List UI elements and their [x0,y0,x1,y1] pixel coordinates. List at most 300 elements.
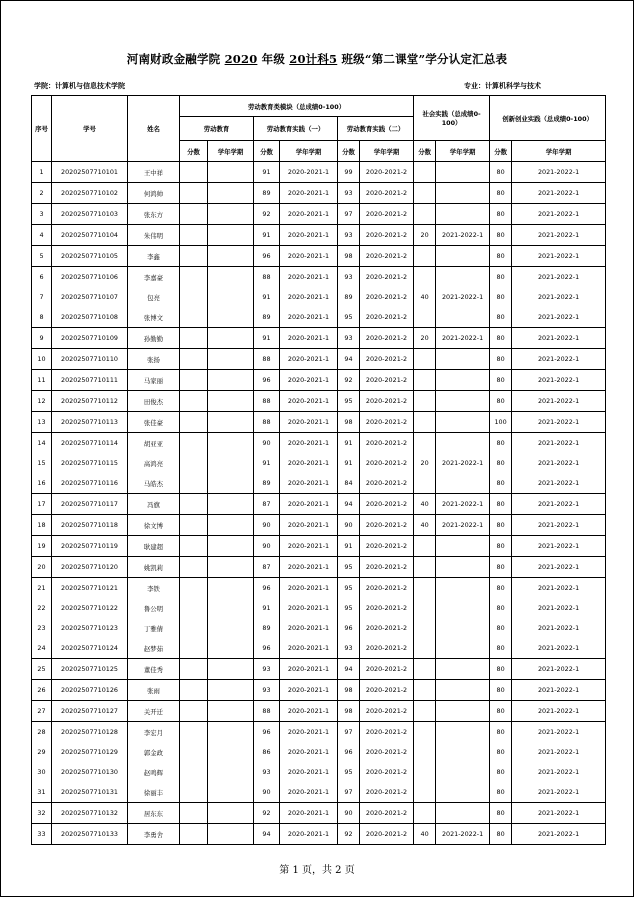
cell-les [180,515,208,536]
cell-name: 赵鸣辉 [128,762,180,782]
cell-seq: 9 [32,328,52,349]
cell-p2t: 2020-2021-2 [360,782,414,803]
cell-p2s: 95 [338,307,360,328]
cell-it: 2021-2022-1 [512,782,606,803]
table-row [32,162,606,183]
cell-les [180,183,208,204]
header-labor-p2: 劳动教育实践（二） [338,117,414,141]
cell-p2s: 94 [338,494,360,515]
cell-it: 2021-2022-1 [512,433,606,454]
cell-p1t: 2020-2021-1 [280,638,338,659]
cell-p2t: 2020-2021-2 [360,183,414,204]
cell-p1s: 90 [254,433,280,454]
cell-st: 2021-2022-1 [436,515,490,536]
cell-p1t: 2020-2021-1 [280,453,338,473]
cell-it: 2021-2022-1 [512,824,606,845]
cell-it: 2021-2022-1 [512,246,606,267]
cell-st [436,246,490,267]
cell-let [208,638,254,659]
cell-id: 20202507710112 [52,391,128,412]
cell-p1s: 86 [254,742,280,762]
cell-is: 80 [490,742,512,762]
cell-seq: 20 [32,557,52,578]
cell-name: 何鸿帅 [128,183,180,204]
page-footer: 第 1 页，共 2 页 [279,865,355,876]
cell-is: 80 [490,659,512,680]
cell-p1t: 2020-2021-1 [280,762,338,782]
class-value: 20计科5 [289,52,338,66]
cell-p1t: 2020-2021-1 [280,287,338,307]
cell-it: 2021-2022-1 [512,762,606,782]
cell-st [436,618,490,638]
cell-ss [414,701,436,722]
cell-p2t: 2020-2021-2 [360,557,414,578]
cell-p2s: 92 [338,824,360,845]
cell-p1t: 2020-2021-1 [280,494,338,515]
cell-it: 2021-2022-1 [512,742,606,762]
cell-let [208,536,254,557]
cell-let [208,183,254,204]
cell-st: 2021-2022-1 [436,225,490,246]
table-row [32,412,606,433]
cell-p2t: 2020-2021-2 [360,328,414,349]
cell-p2t: 2020-2021-2 [360,578,414,599]
grade-label: 年级 [261,52,286,66]
cell-seq: 11 [32,370,52,391]
credit-table [31,95,606,845]
cell-seq: 8 [32,307,52,328]
cell-id: 20202507710125 [52,659,128,680]
table-row [32,701,606,722]
cell-les [180,618,208,638]
cell-is: 80 [490,494,512,515]
cell-let [208,701,254,722]
cell-p1t: 2020-2021-1 [280,307,338,328]
table-row [32,722,606,743]
cell-is: 80 [490,598,512,618]
cell-ss: 40 [414,824,436,845]
cell-seq: 4 [32,225,52,246]
cell-it: 2021-2022-1 [512,225,606,246]
cell-p2s: 89 [338,287,360,307]
cell-name: 胡亚亚 [128,433,180,454]
cell-is: 80 [490,824,512,845]
header-term: 学年学期 [360,141,414,162]
cell-p1t: 2020-2021-1 [280,659,338,680]
cell-p1t: 2020-2021-1 [280,824,338,845]
cell-id: 20202507710111 [52,370,128,391]
cell-id: 20202507710120 [52,557,128,578]
cell-name: 王中祥 [128,162,180,183]
cell-let [208,225,254,246]
cell-p2s: 98 [338,246,360,267]
cell-let [208,742,254,762]
cell-p1s: 91 [254,287,280,307]
table-row [32,515,606,536]
cell-id: 20202507710109 [52,328,128,349]
cell-id: 20202507710122 [52,598,128,618]
cell-st [436,762,490,782]
cell-let [208,162,254,183]
cell-les [180,225,208,246]
cell-seq: 33 [32,824,52,845]
cell-p2s: 91 [338,433,360,454]
cell-name: 孙勤勤 [128,328,180,349]
header-score: 分数 [338,141,360,162]
cell-p2s: 98 [338,680,360,701]
cell-let [208,204,254,225]
cell-name: 徐丽丰 [128,782,180,803]
cell-it: 2021-2022-1 [512,370,606,391]
cell-is: 80 [490,680,512,701]
cell-name: 徐文博 [128,515,180,536]
cell-p1s: 91 [254,598,280,618]
cell-is: 80 [490,328,512,349]
table-row [32,742,606,762]
cell-st [436,204,490,225]
cell-les [180,803,208,824]
cell-name: 董佳秀 [128,659,180,680]
cell-name: 郭金政 [128,742,180,762]
cell-st [436,659,490,680]
cell-let [208,246,254,267]
table-row [32,598,606,618]
cell-st [436,782,490,803]
cell-seq: 29 [32,742,52,762]
cell-p2s: 93 [338,225,360,246]
table-row [32,638,606,659]
cell-st [436,412,490,433]
cell-st [436,598,490,618]
cell-id: 20202507710106 [52,267,128,288]
cell-seq: 28 [32,722,52,743]
cell-p1t: 2020-2021-1 [280,515,338,536]
cell-is: 80 [490,618,512,638]
cell-p1s: 96 [254,638,280,659]
cell-les [180,204,208,225]
cell-ss: 40 [414,515,436,536]
cell-p2t: 2020-2021-2 [360,287,414,307]
header-labor-edu: 劳动教育 [180,117,254,141]
cell-seq: 13 [32,412,52,433]
cell-seq: 21 [32,578,52,599]
cell-seq: 12 [32,391,52,412]
cell-les [180,473,208,494]
cell-name: 关开迁 [128,701,180,722]
cell-id: 20202507710119 [52,536,128,557]
cell-st [436,722,490,743]
cell-p1t: 2020-2021-1 [280,433,338,454]
cell-name: 李勇舍 [128,824,180,845]
cell-p2s: 97 [338,204,360,225]
cell-it: 2021-2022-1 [512,701,606,722]
cell-st [436,536,490,557]
cell-ss [414,246,436,267]
cell-ss: 40 [414,287,436,307]
cell-p1t: 2020-2021-1 [280,391,338,412]
cell-les [180,557,208,578]
cell-p1s: 93 [254,680,280,701]
cell-let [208,578,254,599]
cell-p1s: 91 [254,453,280,473]
cell-is: 80 [490,267,512,288]
cell-p1s: 89 [254,473,280,494]
cell-seq: 17 [32,494,52,515]
cell-p1s: 92 [254,803,280,824]
cell-name: 张佳豪 [128,412,180,433]
cell-p2t: 2020-2021-2 [360,473,414,494]
cell-name: 马皓杰 [128,473,180,494]
cell-is: 80 [490,246,512,267]
cell-name: 高鸿亮 [128,453,180,473]
cell-p1s: 90 [254,515,280,536]
table-row [32,680,606,701]
table-row [32,287,606,307]
cell-p2s: 95 [338,598,360,618]
cell-name: 李鑫 [128,246,180,267]
cell-p2s: 94 [338,659,360,680]
cell-it: 2021-2022-1 [512,473,606,494]
cell-ss [414,370,436,391]
cell-id: 20202507710131 [52,782,128,803]
cell-is: 80 [490,701,512,722]
header-term: 学年学期 [512,141,606,162]
cell-les [180,659,208,680]
cell-seq: 25 [32,659,52,680]
cell-seq: 3 [32,204,52,225]
school-name: 河南财政金融学院 [126,52,221,66]
cell-name: 姚凯莉 [128,557,180,578]
table-row [32,267,606,288]
cell-p1s: 96 [254,246,280,267]
cell-id: 20202507710127 [52,701,128,722]
college-label: 学院：计算机与信息技术学院 [34,82,125,90]
cell-les [180,598,208,618]
table-row [32,370,606,391]
header-score: 分数 [180,141,208,162]
cell-p1s: 89 [254,183,280,204]
cell-st: 2021-2022-1 [436,328,490,349]
header-term: 学年学期 [436,141,490,162]
cell-p1s: 88 [254,267,280,288]
cell-p2t: 2020-2021-2 [360,204,414,225]
cell-p2t: 2020-2021-2 [360,246,414,267]
cell-les [180,762,208,782]
cell-p2s: 96 [338,618,360,638]
header-seq: 序号 [32,96,52,162]
header-social: 社会实践（总成绩0-100） [414,96,490,141]
cell-st [436,473,490,494]
cell-ss [414,433,436,454]
cell-les [180,370,208,391]
cell-p2t: 2020-2021-2 [360,824,414,845]
cell-name: 赵梦茹 [128,638,180,659]
cell-p1s: 88 [254,391,280,412]
cell-seq: 19 [32,536,52,557]
table-row [32,536,606,557]
table-row [32,307,606,328]
cell-id: 20202507710107 [52,287,128,307]
cell-p1s: 92 [254,204,280,225]
cell-p1t: 2020-2021-1 [280,328,338,349]
cell-it: 2021-2022-1 [512,453,606,473]
cell-p2s: 99 [338,162,360,183]
cell-let [208,680,254,701]
cell-p2s: 98 [338,701,360,722]
cell-p2t: 2020-2021-2 [360,722,414,743]
cell-it: 2021-2022-1 [512,578,606,599]
cell-p1s: 87 [254,494,280,515]
cell-seq: 16 [32,473,52,494]
cell-ss [414,803,436,824]
cell-p1t: 2020-2021-1 [280,473,338,494]
cell-les [180,578,208,599]
table-row [32,557,606,578]
cell-id: 20202507710115 [52,453,128,473]
cell-p2s: 95 [338,391,360,412]
cell-p2t: 2020-2021-2 [360,803,414,824]
class-label: 班级“第二课堂”学分认定汇总表 [341,52,508,66]
cell-p2s: 90 [338,515,360,536]
cell-let [208,412,254,433]
cell-p1s: 88 [254,412,280,433]
cell-let [208,618,254,638]
cell-it: 2021-2022-1 [512,803,606,824]
cell-p2s: 94 [338,349,360,370]
cell-is: 80 [490,307,512,328]
cell-p1t: 2020-2021-1 [280,536,338,557]
cell-p1t: 2020-2021-1 [280,246,338,267]
cell-ss [414,557,436,578]
table-row [32,391,606,412]
cell-les [180,391,208,412]
cell-les [180,722,208,743]
cell-name: 居东东 [128,803,180,824]
cell-it: 2021-2022-1 [512,328,606,349]
cell-let [208,803,254,824]
cell-p1t: 2020-2021-1 [280,701,338,722]
cell-it: 2021-2022-1 [512,287,606,307]
cell-seq: 18 [32,515,52,536]
cell-let [208,722,254,743]
cell-p1s: 90 [254,782,280,803]
cell-name: 李宏月 [128,722,180,743]
cell-is: 80 [490,722,512,743]
cell-name: 马家丽 [128,370,180,391]
cell-is: 80 [490,557,512,578]
cell-p2s: 97 [338,782,360,803]
table-row [32,328,606,349]
cell-let [208,370,254,391]
cell-id: 20202507710118 [52,515,128,536]
cell-is: 80 [490,782,512,803]
cell-p2s: 95 [338,762,360,782]
cell-is: 80 [490,638,512,659]
cell-seq: 27 [32,701,52,722]
cell-it: 2021-2022-1 [512,391,606,412]
cell-is: 80 [490,391,512,412]
cell-p2t: 2020-2021-2 [360,453,414,473]
cell-name: 丁雅倩 [128,618,180,638]
cell-p1t: 2020-2021-1 [280,349,338,370]
cell-les [180,162,208,183]
cell-st: 2021-2022-1 [436,824,490,845]
cell-p1t: 2020-2021-1 [280,204,338,225]
cell-st [436,680,490,701]
table-row [32,578,606,599]
cell-p1t: 2020-2021-1 [280,742,338,762]
cell-p1s: 91 [254,328,280,349]
cell-is: 100 [490,412,512,433]
cell-let [208,307,254,328]
cell-st [436,803,490,824]
cell-is: 80 [490,225,512,246]
cell-st [436,162,490,183]
cell-id: 20202507710126 [52,680,128,701]
cell-name: 张雨 [128,680,180,701]
cell-is: 80 [490,578,512,599]
cell-it: 2021-2022-1 [512,557,606,578]
cell-p2s: 84 [338,473,360,494]
cell-it: 2021-2022-1 [512,722,606,743]
cell-p1s: 93 [254,659,280,680]
cell-p2s: 93 [338,638,360,659]
cell-les [180,701,208,722]
table-row [32,659,606,680]
cell-st [436,183,490,204]
cell-st [436,557,490,578]
cell-st [436,370,490,391]
cell-p1t: 2020-2021-1 [280,803,338,824]
cell-p1s: 91 [254,225,280,246]
table-row [32,824,606,845]
cell-is: 80 [490,536,512,557]
cell-let [208,287,254,307]
cell-st: 2021-2022-1 [436,453,490,473]
cell-st [436,391,490,412]
header-innovation: 创新创业实践（总成绩0-100） [490,96,606,141]
cell-seq: 15 [32,453,52,473]
cell-p2t: 2020-2021-2 [360,742,414,762]
cell-it: 2021-2022-1 [512,494,606,515]
cell-let [208,433,254,454]
cell-p2t: 2020-2021-2 [360,162,414,183]
cell-p1t: 2020-2021-1 [280,618,338,638]
cell-let [208,762,254,782]
cell-p2t: 2020-2021-2 [360,391,414,412]
cell-ss [414,412,436,433]
cell-is: 80 [490,453,512,473]
table-row [32,246,606,267]
cell-it: 2021-2022-1 [512,638,606,659]
cell-seq: 7 [32,287,52,307]
cell-ss [414,742,436,762]
cell-id: 20202507710113 [52,412,128,433]
cell-let [208,598,254,618]
cell-seq: 5 [32,246,52,267]
cell-p2t: 2020-2021-2 [360,659,414,680]
table-row [32,453,606,473]
cell-id: 20202507710114 [52,433,128,454]
cell-it: 2021-2022-1 [512,618,606,638]
cell-let [208,824,254,845]
table-row [32,782,606,803]
cell-let [208,267,254,288]
cell-les [180,287,208,307]
cell-st [436,267,490,288]
cell-is: 80 [490,433,512,454]
cell-les [180,412,208,433]
